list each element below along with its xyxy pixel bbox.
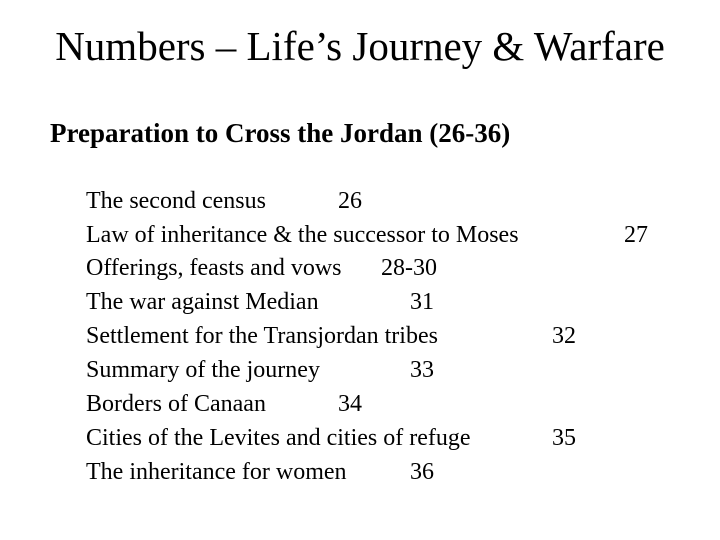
item-chapter: 32: [552, 323, 576, 349]
item-chapter: 34: [338, 391, 362, 417]
slide-subtitle: Preparation to Cross the Jordan (26-36): [50, 118, 511, 148]
item-text: Offerings, feasts and vows: [86, 255, 342, 281]
list-item: [86, 221, 648, 249]
item-text: Settlement for the Transjordan tribes: [86, 323, 438, 349]
list-item: [86, 187, 362, 215]
slide-title: Numbers – Life’s Journey & Warfare: [55, 23, 665, 69]
list-item: [86, 254, 437, 282]
list-item: [86, 322, 576, 350]
list-item: [86, 424, 576, 452]
item-text: The war against Median: [86, 289, 319, 315]
item-text: Borders of Canaan: [86, 391, 266, 417]
item-chapter: 35: [552, 425, 576, 451]
list-item: [86, 390, 362, 418]
item-chapter: 28-30: [381, 255, 437, 281]
item-text: The second census: [86, 188, 266, 214]
list-item: [86, 458, 434, 486]
list-item: [86, 356, 434, 384]
item-chapter: 36: [410, 459, 434, 485]
item-chapter: 26: [338, 188, 362, 214]
item-text: Law of inheritance & the successor to Moses: [86, 222, 519, 248]
item-chapter: 33: [410, 357, 434, 383]
item-text: Cities of the Levites and cities of refuge: [86, 425, 471, 451]
item-chapter: 27: [624, 222, 648, 248]
item-text: The inheritance for women: [86, 459, 347, 485]
item-chapter: 31: [410, 289, 434, 315]
list-item: [86, 288, 434, 316]
item-text: Summary of the journey: [86, 357, 320, 383]
